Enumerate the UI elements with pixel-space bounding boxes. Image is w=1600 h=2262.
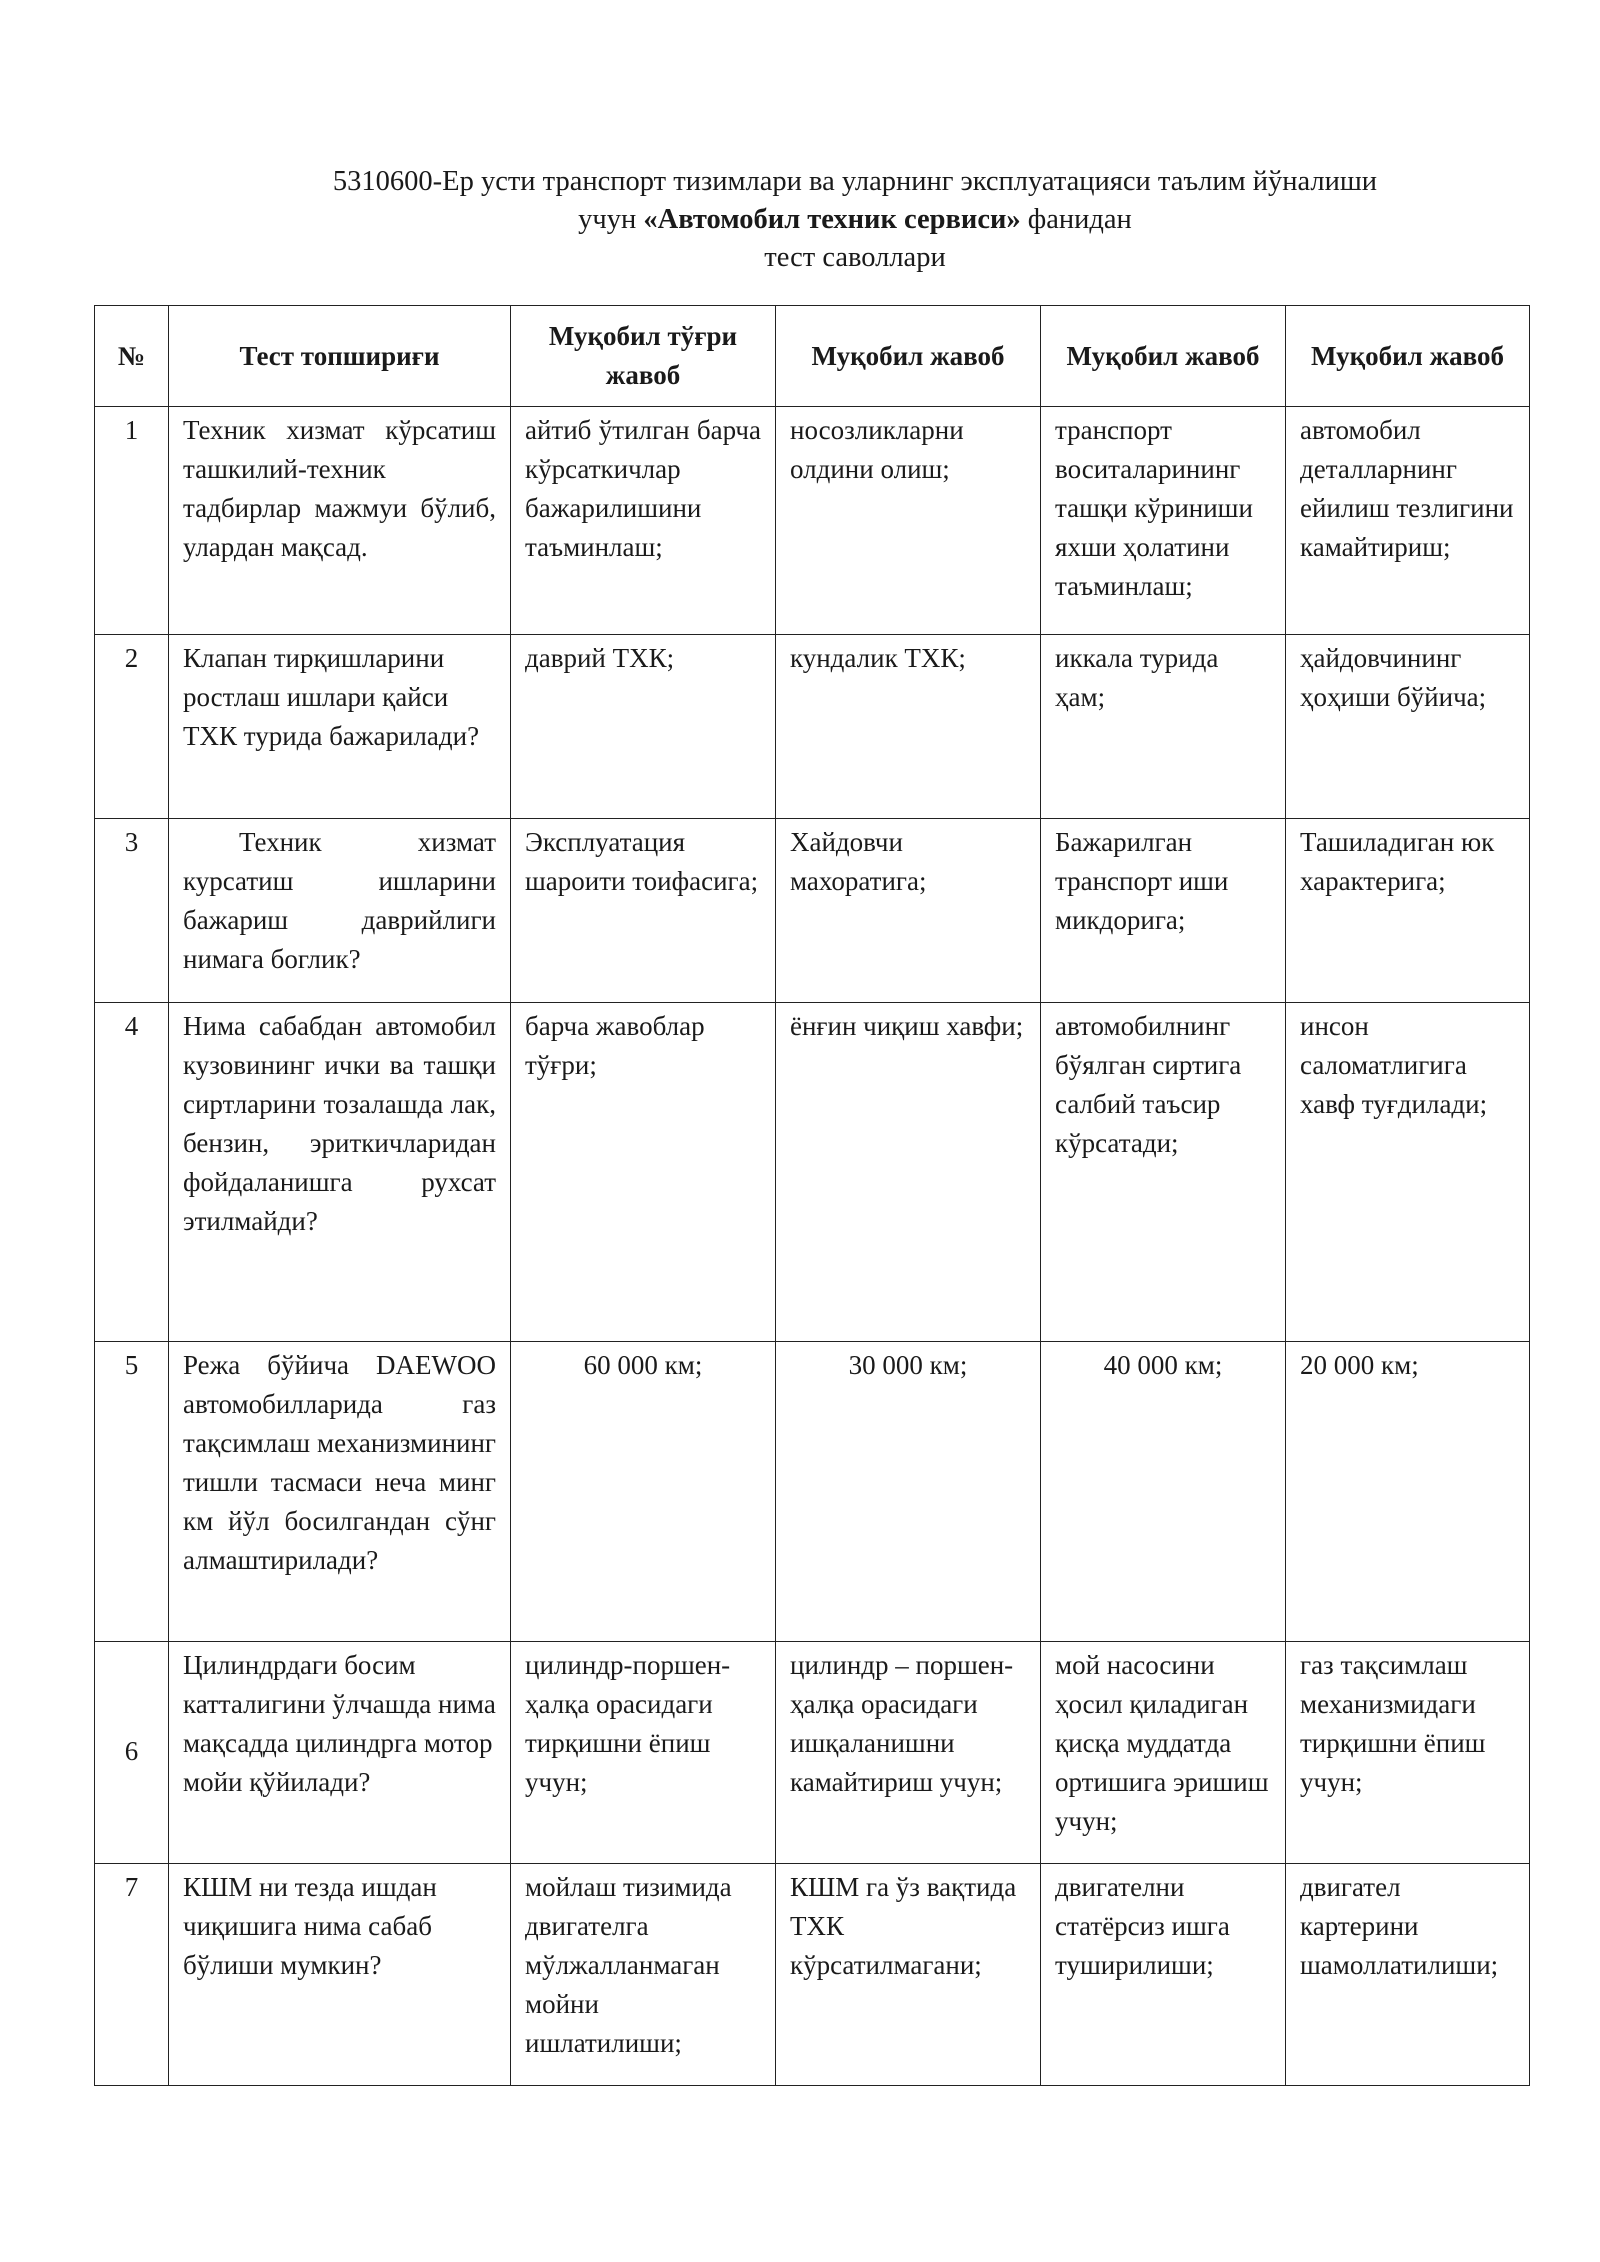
correct-answer-cell: 60 000 км; (511, 1342, 776, 1642)
alt-answer-cell: двигателни статёрсиз ишга туширилиши; (1041, 1864, 1286, 2086)
header-alt-answer-1: Муқобил жавоб (776, 306, 1041, 407)
document-heading (180, 163, 1530, 277)
table-row (95, 1003, 1530, 1342)
alt-answer-cell: ҳайдовчининг ҳоҳиши бўйича; (1286, 635, 1530, 819)
alt-answer-cell: автомобилнинг бўялган сиртига салбий таъсир кўрсатади; (1041, 1003, 1286, 1342)
correct-answer-cell: барча жавоблар тўғри; (511, 1003, 776, 1342)
question-cell: Цилиндрдаги босим катталигини ўлчашда нима мақсадда цилиндрга мотор мойи қўйилади? (169, 1642, 511, 1864)
alt-answer-cell: 20 000 км; (1286, 1342, 1530, 1642)
table-row (95, 1642, 1530, 1864)
table-row (95, 635, 1530, 819)
question-cell: Клапан тирқишларини ростлаш ишлари қайси ТХК турида бажарилади? (169, 635, 511, 819)
alt-answer-cell: мой насосини ҳосил қиладиган қисқа муддатда ортишига эришиш учун; (1041, 1642, 1286, 1864)
alt-answer-cell: кундалик ТХК; (776, 635, 1041, 819)
question-cell: КШМ ни тезда ишдан чиқишига нима сабаб бўлиши мумкин? (169, 1864, 511, 2086)
alt-answer-cell: КШМ га ўз вақтида ТХК кўрсатилмагани; (776, 1864, 1041, 2086)
course-title: «Автомобил техник сервиси» (643, 204, 1021, 235)
correct-answer-cell: Эксплуатация шароити тоифасига; (511, 819, 776, 1003)
question-cell: Нима сабабдан автомобил кузовининг ички ва ташқи сиртларини тозалашда лак, бензин, эриткичларидан фойдаланишга рухсат этилмайди? (169, 1003, 511, 1342)
alt-answer-cell: носозликларни олдини олиш; (776, 407, 1041, 635)
alt-answer-cell: автомобил деталларнинг ейилиш тезлигини камайтириш; (1286, 407, 1530, 635)
row-number: 1 (95, 407, 169, 635)
row-number: 7 (95, 1864, 169, 2086)
header-alt-answer-2: Муқобил жавоб (1041, 306, 1286, 407)
alt-answer-cell: Ташиладиган юк характерига; (1286, 819, 1530, 1003)
question-cell: Техник хизмат курсатиш ишларини бажариш даврийлиги нимага боглик? (169, 819, 511, 1003)
alt-answer-cell: инсон саломатлигига хавф туғдилади; (1286, 1003, 1530, 1342)
alt-answer-cell: транспорт воситаларининг ташқи кўриниши яхши ҳолатини таъминлаш; (1041, 407, 1286, 635)
table-header-row (95, 306, 1530, 407)
header-question: Тест топшириғи (169, 306, 511, 407)
heading-line-3: тест саволлари (764, 242, 946, 273)
correct-answer-cell: даврий ТХК; (511, 635, 776, 819)
alt-answer-cell: Бажарилган транспорт иши микдорига; (1041, 819, 1286, 1003)
header-number: № (95, 306, 169, 407)
test-questions-table (94, 305, 1530, 2086)
alt-answer-cell: иккала турида ҳам; (1041, 635, 1286, 819)
table-row (95, 819, 1530, 1003)
heading-line-2-prefix: учун (578, 204, 644, 235)
correct-answer-cell: айтиб ўтилган барча кўрсаткичлар бажарилишини таъминлаш; (511, 407, 776, 635)
header-alt-answer-3: Муқобил жавоб (1286, 306, 1530, 407)
alt-answer-cell: ёнғин чиқиш хавфи; (776, 1003, 1041, 1342)
table-row (95, 407, 1530, 635)
table-row (95, 1864, 1530, 2086)
heading-line-1: 5310600-Ер усти транспорт тизимлари ва уларнинг эксплуатацияси таълим йўналиши (332, 166, 1378, 197)
row-number: 2 (95, 635, 169, 819)
alt-answer-cell: 30 000 км; (776, 1342, 1041, 1642)
alt-answer-cell: Хайдовчи махоратига; (776, 819, 1041, 1003)
row-number: 3 (95, 819, 169, 1003)
alt-answer-cell: газ тақсимлаш механизмидаги тирқишни ёпиш учун; (1286, 1642, 1530, 1864)
question-cell: Режа бўйича DAEWOO автомобилларида газ тақсимлаш механизмининг тишли тасмаси неча минг км йўл босилгандан сўнг алмаштирилади? (169, 1342, 511, 1642)
row-number: 6 (95, 1642, 169, 1864)
heading-line-2 (180, 201, 1530, 239)
row-number: 5 (95, 1342, 169, 1642)
row-number: 4 (95, 1003, 169, 1342)
table-row (95, 1342, 1530, 1642)
correct-answer-cell: мойлаш тизимида двигателга мўлжалланмаган мойни ишлатилиши; (511, 1864, 776, 2086)
correct-answer-cell: цилиндр-поршен-ҳалқа орасидаги тирқишни ёпиш учун; (511, 1642, 776, 1864)
alt-answer-cell: цилиндр – поршен-ҳалқа орасидаги ишқаланишни камайтириш учун; (776, 1642, 1041, 1864)
alt-answer-cell: 40 000 км; (1041, 1342, 1286, 1642)
question-cell: Техник хизмат кўрсатиш ташкилий-техник тадбирлар мажмуи бўлиб, улардан мақсад. (169, 407, 511, 635)
alt-answer-cell: двигател картерини шамоллатилиши; (1286, 1864, 1530, 2086)
header-correct-answer: Муқобил тўғри жавоб (511, 306, 776, 407)
heading-line-2-suffix: фанидан (1020, 204, 1132, 235)
